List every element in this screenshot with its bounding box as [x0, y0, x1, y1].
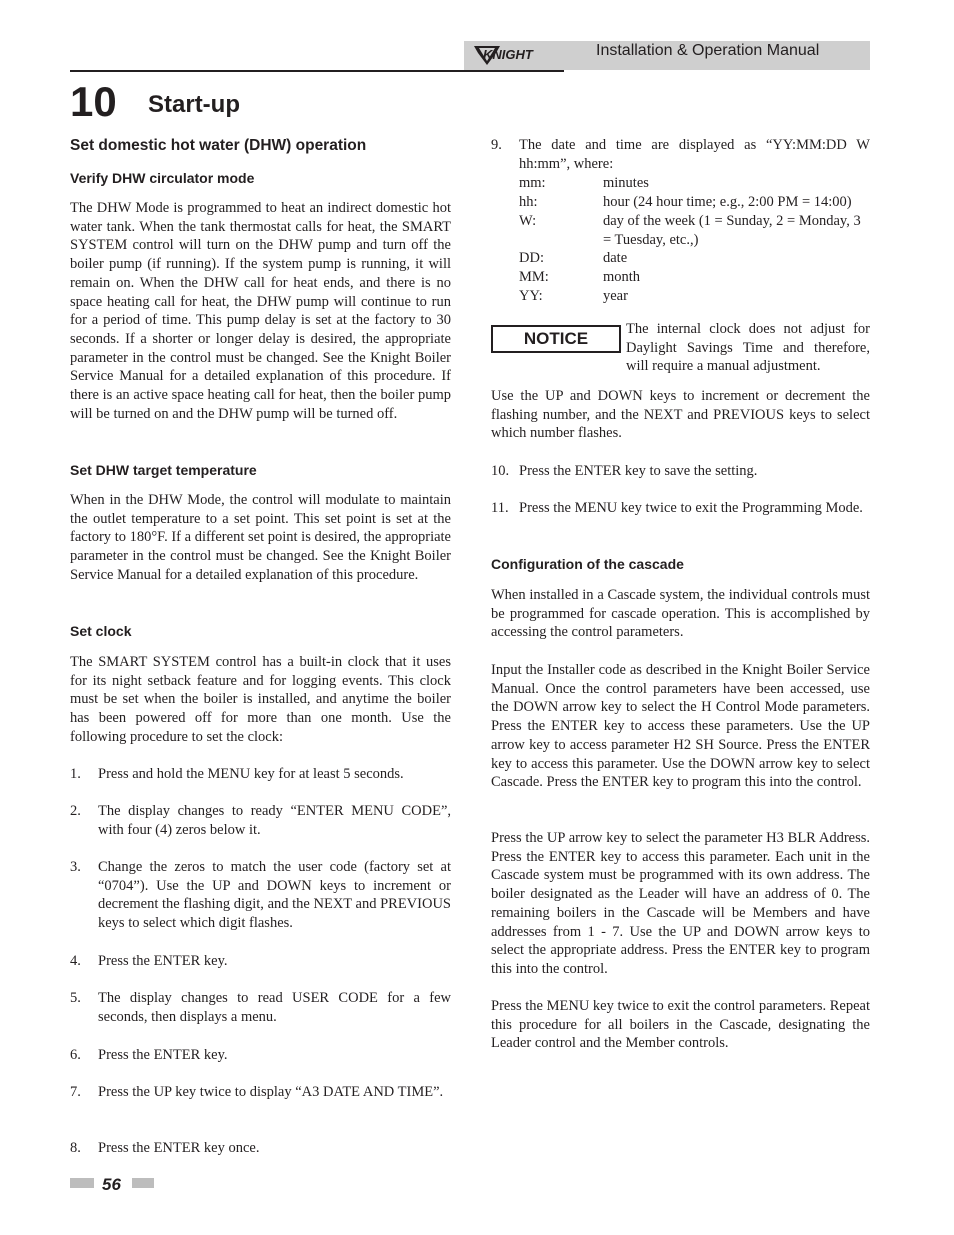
- page-number: 56: [102, 1175, 121, 1194]
- heading-cascade: Configuration of the cascade: [491, 556, 684, 572]
- footer-bar-left: [70, 1178, 94, 1188]
- knight-logo: [470, 41, 554, 69]
- definition-row: MM: month: [519, 269, 641, 285]
- list-item: 2. The display changes to ready “ENTER MENU CODE”, with four (4) zeros below it.: [70, 803, 451, 838]
- heading-dhw-target: Set DHW target temperature: [70, 462, 257, 478]
- list-item: 9. The date and time are displayed as “YY:MM:DD W hh:mm”, where:: [491, 137, 870, 172]
- definition-row: DD: date: [519, 250, 628, 266]
- list-item: 8. Press the ENTER key once.: [70, 1140, 260, 1156]
- notice-block: [491, 320, 870, 380]
- svg-text:KNIGHT: KNIGHT: [483, 47, 533, 62]
- paragraph-verify-dhw: The DHW Mode is programmed to heat an indirect domestic hot water tank. When the tank thermostat calls for heat, the SMART SYSTEM control will turn on the DHW pump and turn off the boiler pump (if running). If the system pump is running, it will remain on. When the DHW call for heat ends, and there is no space heating call for heat, the DHW pump will continue to run for a period of time. This pump delay is set at the factory to 30 seconds. If a shorter or longer delay is desired, the appropriate parameter in the control must be changed. See the Knight Boiler Service Manual for a detailed explanation of this procedure. If there is an active space heating call for heat, then the boiler pump will be turned on and the DHW pump will be turned off.: [70, 200, 451, 422]
- notice-text: The internal clock does not adjust for Daylight Savings Time and therefore, will require a manual adjustment.: [626, 321, 870, 375]
- paragraph-dhw-target: When in the DHW Mode, the control will modulate to maintain the outlet temperature to a set point. This set point is set at the factory to 180°F. If a different set point is desired, the appropriate parameter in the control must be changed. See the Knight Boiler Service Manual for a detailed explanation of this procedure.: [70, 492, 451, 583]
- section-title: Start-up: [148, 91, 240, 118]
- list-item: 4. Press the ENTER key.: [70, 953, 228, 969]
- definition-row: YY: year: [519, 288, 628, 304]
- definition-row: W: day of the week (1 = Sunday, 2 = Monday, 3 = Tuesday, etc.,): [519, 213, 861, 248]
- list-item: 5. The display changes to read USER CODE for a few seconds, then displays a menu.: [70, 990, 451, 1025]
- manual-title: Installation & Operation Manual: [596, 42, 820, 59]
- list-item: 3. Change the zeros to match the user code (factory set at “0704”). Use the UP and DOWN keys to increment or decrement the flashing digit, and the NEXT and PREVIOUS keys to select which digit flashes.: [70, 859, 451, 932]
- list-item: 1. Press and hold the MENU key for at least 5 seconds.: [70, 766, 404, 782]
- definition-row: hh: hour (24 hour time; e.g., 2:00 PM = 14:00): [519, 194, 852, 210]
- header-rule: [70, 70, 564, 72]
- heading-set-clock: Set clock: [70, 623, 132, 639]
- section-number: 10: [70, 78, 117, 125]
- list-item: 10. Press the ENTER key to save the setting.: [491, 463, 758, 479]
- definition-row: mm: minutes: [519, 175, 649, 191]
- heading-verify-dhw: Verify DHW circulator mode: [70, 170, 255, 186]
- list-item: 6. Press the ENTER key.: [70, 1047, 228, 1063]
- list-item: 11. Press the MENU key twice to exit the Programming Mode.: [491, 500, 863, 516]
- notice-label: NOTICE: [491, 325, 621, 353]
- paragraph-cascade-4: Press the MENU key twice to exit the control parameters. Repeat this procedure for all boilers in the Cascade, designating the Leader control and the Member controls.: [491, 998, 870, 1052]
- paragraph-set-clock: The SMART SYSTEM control has a built-in clock that it uses for its night setback feature and for logging events. This clock must be set when the boiler is installed, and anytime the boiler has been powered off for more than one month. Use the following procedure to set the clock:: [70, 654, 451, 745]
- paragraph-cascade-2: Input the Installer code as described in the Knight Boiler Service Manual. Once the control parameters have been accessed, use the DOWN arrow key to select the H Control Mode parameters. Press the ENTER key to access these parameters. Use the UP arrow key to access parameter H2 SH Source. Press the ENTER key to access this parameter. Use the DOWN arrow key to select Cascade. Press the ENTER key to program this into the control.: [491, 662, 870, 791]
- paragraph-cascade-1: When installed in a Cascade system, the individual controls must be programmed for cascade operation. This is accomplished by accessing the control parameters.: [491, 587, 870, 641]
- paragraph-cascade-3: Press the UP arrow key to select the parameter H3 BLR Address. Press the ENTER key to access this parameter. Each unit in the Cascade system must be programmed with its own address. The boiler designated as the Leader will have an address of 0. The remaining boilers in the Cascade will be Members and have addresses from 1 - 7. Use the UP and DOWN arrow keys to select the appropriate address. Press the ENTER key to program this into the control.: [491, 830, 870, 977]
- paragraph-updown: Use the UP and DOWN keys to increment or decrement the flashing number, and the NEXT and PREVIOUS keys to select which number flashes.: [491, 388, 870, 442]
- heading-dhw-operation: Set domestic hot water (DHW) operation: [70, 137, 367, 154]
- footer-bar-right: [132, 1178, 154, 1188]
- list-item: 7. Press the UP key twice to display “A3 DATE AND TIME”.: [70, 1084, 444, 1100]
